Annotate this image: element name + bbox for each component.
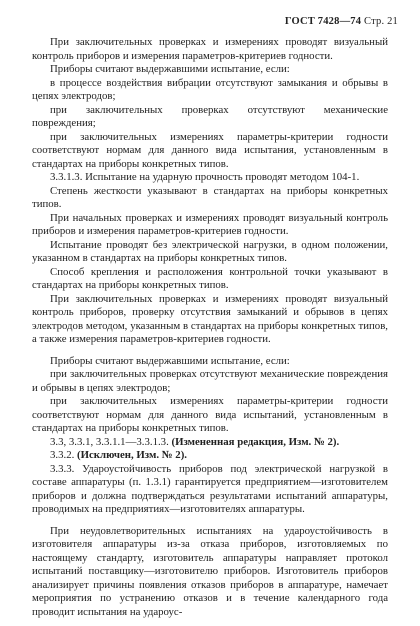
page-header: [285, 16, 398, 27]
paragraph-list: [32, 36, 388, 436]
paragraph: при заключительных измерениях параметры-критерии годности соответствуют нормам для данного вида испытаний, установленным в стандартах на приборы конкретных типов.: [32, 395, 388, 434]
paragraph: При заключительных проверках и измерениях проводят визуальный контроль приборов, проверку отсутствия замыканий и обрывов в цепях электродов методом, указанным в стандартах на приборы конкретных типов, а также измерения параметров-критериев годности.: [32, 292, 388, 345]
paragraph: при заключительных проверках отсутствуют механические повреждения и обрывы в цепях электродов;: [32, 368, 388, 394]
paragraph: Степень жесткости указывают в стандартах на приборы конкретных типов.: [32, 184, 388, 210]
paragraph: Приборы считают выдержавшими испытание, если:: [50, 354, 290, 367]
amendment-note-2: [32, 449, 388, 463]
paragraph: Приборы считают выдержавшими испытание, если:: [50, 63, 290, 75]
paragraph-final: При неудовлетворительных испытаниях на удароустойчивость в изготовителя аппаратуры из-за отказа приборов, изготовляемых по настоящему стандарту, изготовитель аппаратуры направляет протокол испытаний поставщику—изготовителю приборов. Изготовитель приборов анализирует причины появления отказов приборов в аппаратуре, намечает мероприятия по устранению отказов и в течение календарного года проводит испытания на удароус-: [32, 524, 388, 618]
paragraph: при заключительных проверках отсутствуют механические повреждения;: [32, 103, 388, 129]
paragraph: При начальных проверках и измерениях проводят визуальный контроль приборов и измерения параметров-критериев годности.: [32, 211, 388, 237]
paragraph-3-3-3: 3.3.3. Удароустойчивость приборов под электрической нагрузкой в составе аппаратуры (п. 1.3.1) гарантируется предприятием—изготовителем приборов и должна подтверждаться результатами испытаний аппаратуры, проводимых на предприятиях—изготовителях аппаратуры.: [32, 462, 388, 515]
paragraph: при заключительных измерениях параметры-критерии годности соответствуют нормам для данного вида испытания, установленным в стандартах на приборы конкретных типов.: [32, 130, 388, 170]
amendment-text: (Исключен, Изм. № 2).: [77, 449, 187, 461]
paragraph: Способ крепления и расположения контрольной точки указывают в стандартах на приборы конкретных типов.: [32, 265, 388, 291]
paragraph: При заключительных проверках и измерениях проводят визуальный контроль приборов и измерения параметров-критериев годности.: [32, 36, 388, 62]
amendment-note-1: [32, 436, 388, 450]
amendment-ref: 3.3.2.: [50, 449, 75, 461]
standard-number: ГОСТ 7428—74: [284, 16, 362, 27]
paragraph: 3.3.1.3. Испытание на ударную прочность проводят методом 104-1.: [50, 171, 360, 183]
page-number: Стр. 21: [364, 16, 398, 27]
paragraph: Испытание проводят без электрической нагрузки, в одном положении, указанном в стандартах на приборы конкретных типов.: [32, 238, 388, 264]
body-text: [32, 36, 388, 619]
amendment-text: (Измененная редакция, Изм. № 2).: [171, 435, 340, 448]
paragraph: в процессе воздействия вибрации отсутствуют замыкания и обрывы в цепях электродов;: [32, 76, 388, 102]
amendment-refs: 3.3, 3.3.1, 3.3.1.1—3.3.1.3.: [50, 435, 169, 448]
